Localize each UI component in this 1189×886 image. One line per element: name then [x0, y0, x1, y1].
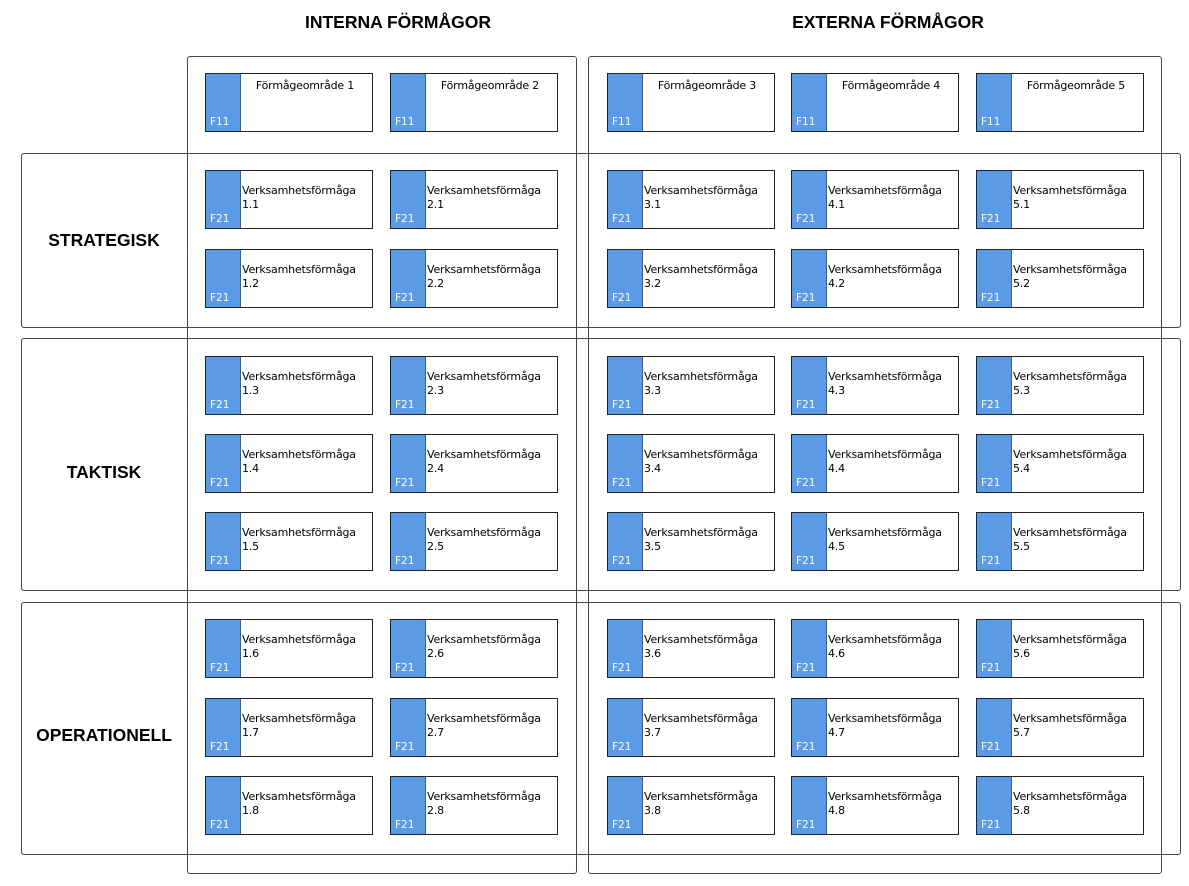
- capability-card: [976, 249, 1144, 308]
- card-label: Verksamhetsförmåga 4.6: [828, 633, 942, 660]
- capability-area-card: [976, 73, 1144, 132]
- capability-card: [205, 249, 373, 308]
- card-code: F21: [210, 399, 230, 411]
- capability-card: [607, 698, 775, 757]
- card-label: Verksamhetsförmåga 5.1: [1013, 184, 1127, 211]
- card-code: F21: [210, 555, 230, 567]
- operational-row-label: OPERATIONELL: [36, 725, 172, 745]
- card-label: Förmågeområde 1: [255, 79, 355, 92]
- card-code: F21: [612, 662, 632, 674]
- capability-card: [791, 698, 959, 757]
- card-label: Verksamhetsförmåga 4.4: [828, 448, 942, 475]
- card-code: F21: [210, 741, 230, 753]
- card-code: F21: [395, 213, 415, 225]
- card-code: F21: [612, 213, 632, 225]
- capability-card: [607, 512, 775, 571]
- internal-capabilities-header: INTERNA FÖRMÅGOR: [304, 12, 491, 32]
- card-label: Verksamhetsförmåga 1.4: [242, 448, 356, 475]
- capability-card: [205, 512, 373, 571]
- card-label: Verksamhetsförmåga 2.7: [427, 712, 541, 739]
- capability-card: [390, 249, 558, 308]
- capability-card: [205, 619, 373, 678]
- card-label: Verksamhetsförmåga 2.2: [427, 263, 541, 290]
- capability-card: [390, 170, 558, 229]
- capability-card: [390, 356, 558, 415]
- card-code: F11: [210, 116, 230, 128]
- card-label: Verksamhetsförmåga 5.2: [1013, 263, 1127, 290]
- capability-card: [205, 434, 373, 493]
- card-label: Verksamhetsförmåga 1.1: [242, 184, 356, 211]
- card-label: Verksamhetsförmåga 4.5: [828, 526, 942, 553]
- card-label: Verksamhetsförmåga 1.2: [242, 263, 356, 290]
- capability-area-card: [205, 73, 373, 132]
- capability-card: [205, 698, 373, 757]
- tactical-row-label: TAKTISK: [66, 462, 142, 482]
- card-code: F21: [981, 213, 1001, 225]
- capability-card: [791, 619, 959, 678]
- capability-card: [976, 698, 1144, 757]
- card-code: F21: [796, 477, 816, 489]
- card-code: F21: [981, 477, 1001, 489]
- card-label: Verksamhetsförmåga 5.7: [1013, 712, 1127, 739]
- card-code: F21: [981, 819, 1001, 831]
- card-label: Verksamhetsförmåga 1.3: [242, 370, 356, 397]
- capability-card: [205, 170, 373, 229]
- card-label: Verksamhetsförmåga 1.5: [242, 526, 356, 553]
- card-code: F21: [796, 399, 816, 411]
- card-code: F21: [395, 555, 415, 567]
- external-capabilities-header: EXTERNA FÖRMÅGOR: [792, 12, 984, 32]
- card-label: Förmågeområde 3: [657, 79, 757, 92]
- card-label: Verksamhetsförmåga 4.2: [828, 263, 942, 290]
- card-code: F21: [796, 555, 816, 567]
- card-code: F21: [395, 662, 415, 674]
- capability-card: [607, 170, 775, 229]
- capability-area-card: [390, 73, 558, 132]
- card-code: F21: [612, 819, 632, 831]
- card-label: Verksamhetsförmåga 5.4: [1013, 448, 1127, 475]
- card-code: F21: [981, 555, 1001, 567]
- card-label: Förmågeområde 2: [440, 79, 540, 92]
- card-code: F21: [210, 213, 230, 225]
- strategic-row-label: STRATEGISK: [48, 230, 160, 250]
- card-label: Verksamhetsförmåga 2.1: [427, 184, 541, 211]
- capability-card: [976, 434, 1144, 493]
- card-label: Verksamhetsförmåga 3.8: [644, 790, 758, 817]
- capability-card: [390, 776, 558, 835]
- card-code: F11: [981, 116, 1001, 128]
- capability-card: [390, 434, 558, 493]
- capability-card: [976, 776, 1144, 835]
- card-code: F21: [395, 399, 415, 411]
- card-label: Verksamhetsförmåga 4.3: [828, 370, 942, 397]
- card-label: Verksamhetsförmåga 1.6: [242, 633, 356, 660]
- capability-card: [205, 776, 373, 835]
- card-label: Verksamhetsförmåga 2.4: [427, 448, 541, 475]
- capability-card: [791, 356, 959, 415]
- card-code: F11: [796, 116, 816, 128]
- card-code: F21: [796, 292, 816, 304]
- card-label: Verksamhetsförmåga 3.1: [644, 184, 758, 211]
- capability-area-card: [607, 73, 775, 132]
- capability-card: [390, 512, 558, 571]
- card-label: Verksamhetsförmåga 5.3: [1013, 370, 1127, 397]
- card-label: Verksamhetsförmåga 1.7: [242, 712, 356, 739]
- card-label: Verksamhetsförmåga 5.5: [1013, 526, 1127, 553]
- card-code: F21: [796, 741, 816, 753]
- capability-card: [976, 356, 1144, 415]
- capability-area-card: [791, 73, 959, 132]
- card-code: F21: [981, 741, 1001, 753]
- card-label: Verksamhetsförmåga 3.4: [644, 448, 758, 475]
- capability-card: [390, 698, 558, 757]
- capability-card: [205, 356, 373, 415]
- capability-card: [607, 249, 775, 308]
- card-code: F21: [612, 741, 632, 753]
- card-label: Verksamhetsförmåga 3.7: [644, 712, 758, 739]
- card-label: Förmågeområde 5: [1026, 79, 1126, 92]
- card-label: Verksamhetsförmåga 2.8: [427, 790, 541, 817]
- card-code: F21: [981, 292, 1001, 304]
- card-code: F21: [210, 819, 230, 831]
- card-label: Verksamhetsförmåga 3.3: [644, 370, 758, 397]
- card-code: F21: [210, 477, 230, 489]
- card-label: Verksamhetsförmåga 1.8: [242, 790, 356, 817]
- capability-card: [791, 512, 959, 571]
- card-code: F21: [395, 292, 415, 304]
- card-code: F11: [395, 116, 415, 128]
- card-code: F21: [395, 819, 415, 831]
- card-code: F21: [796, 819, 816, 831]
- card-code: F21: [981, 662, 1001, 674]
- capability-card: [607, 356, 775, 415]
- card-code: F21: [210, 292, 230, 304]
- capability-card: [976, 170, 1144, 229]
- card-label: Förmågeområde 4: [841, 79, 941, 92]
- card-code: F11: [612, 116, 632, 128]
- capability-card: [607, 434, 775, 493]
- capability-card: [607, 619, 775, 678]
- capability-card: [791, 249, 959, 308]
- card-code: F21: [612, 399, 632, 411]
- card-label: Verksamhetsförmåga 4.8: [828, 790, 942, 817]
- card-label: Verksamhetsförmåga 2.6: [427, 633, 541, 660]
- card-code: F21: [395, 477, 415, 489]
- card-code: F21: [210, 662, 230, 674]
- capability-card: [791, 170, 959, 229]
- card-code: F21: [395, 741, 415, 753]
- card-label: Verksamhetsförmåga 3.5: [644, 526, 758, 553]
- card-code: F21: [796, 213, 816, 225]
- card-code: F21: [796, 662, 816, 674]
- card-label: Verksamhetsförmåga 4.1: [828, 184, 942, 211]
- capability-card: [976, 512, 1144, 571]
- card-label: Verksamhetsförmåga 3.2: [644, 263, 758, 290]
- card-label: Verksamhetsförmåga 3.6: [644, 633, 758, 660]
- card-code: F21: [981, 399, 1001, 411]
- card-label: Verksamhetsförmåga 4.7: [828, 712, 942, 739]
- capability-card: [976, 619, 1144, 678]
- card-label: Verksamhetsförmåga 2.3: [427, 370, 541, 397]
- card-label: Verksamhetsförmåga 2.5: [427, 526, 541, 553]
- card-code: F21: [612, 292, 632, 304]
- card-code: F21: [612, 555, 632, 567]
- capability-card: [607, 776, 775, 835]
- card-code: F21: [612, 477, 632, 489]
- card-label: Verksamhetsförmåga 5.8: [1013, 790, 1127, 817]
- card-label: Verksamhetsförmåga 5.6: [1013, 633, 1127, 660]
- capability-card: [390, 619, 558, 678]
- capability-card: [791, 776, 959, 835]
- capability-card: [791, 434, 959, 493]
